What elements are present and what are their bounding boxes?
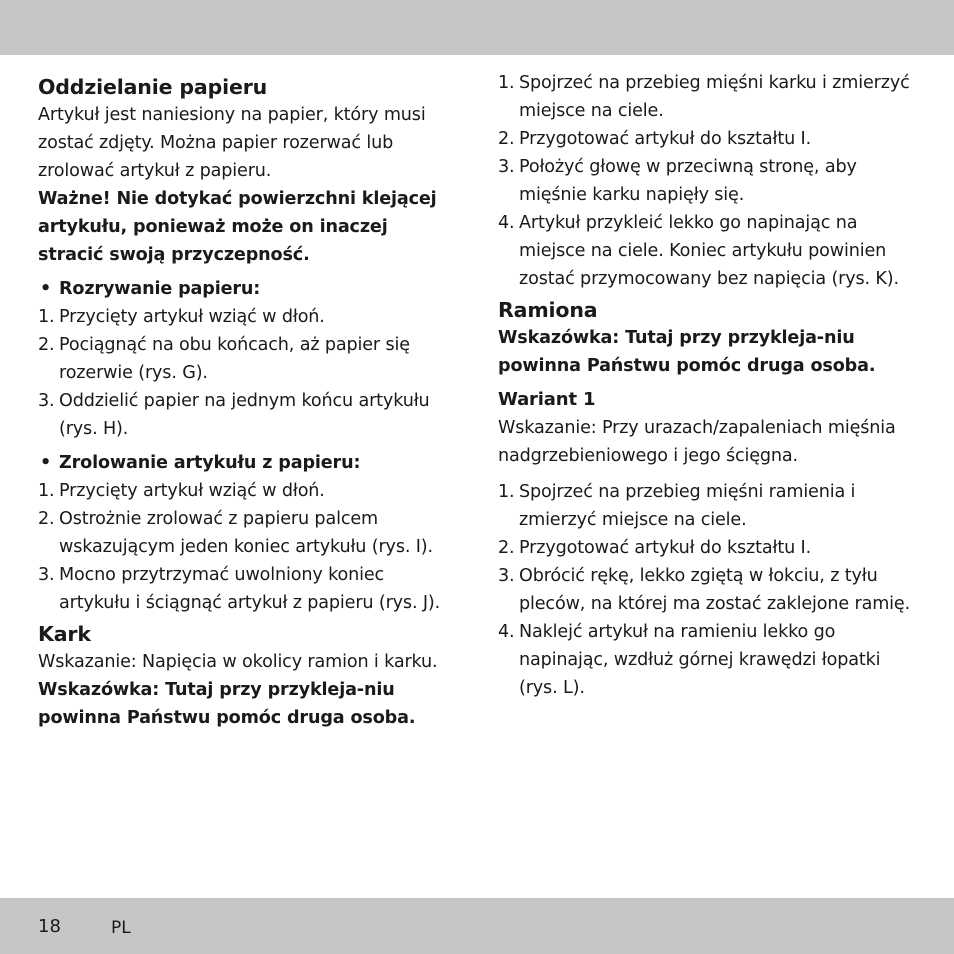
section-title-shoulders: Ramiona bbox=[498, 298, 598, 322]
left-column bbox=[38, 70, 458, 732]
neck-indication: Wskazanie: Napięcia w okolicy ramion i karku. bbox=[38, 652, 438, 672]
list-item: 3. Oddzielić papier na jednym końcu artykułu (rys. H). bbox=[38, 391, 430, 439]
list-item: 2. Pociągnąć na obu końcach, aż papier się rozerwie (rys. G). bbox=[38, 335, 410, 383]
language-code: PL bbox=[111, 918, 131, 938]
list-item: 2. Przygotować artykuł do kształtu I. bbox=[498, 538, 812, 558]
list-item: 2. Przygotować artykuł do kształtu I. bbox=[498, 129, 812, 149]
variant-indication: Wskazanie: Przy urazach/zapaleniach mięśnia nadgrzebieniowego i jego ścięgna. bbox=[498, 418, 896, 466]
bullet-label: Zrolowanie artykułu z papieru: bbox=[59, 453, 361, 473]
bullet-label: Rozrywanie papieru: bbox=[59, 279, 261, 299]
list-item: 1. Spojrzeć na przebieg mięśni karku i zmierzyć miejsce na ciele. bbox=[498, 73, 910, 121]
paper-intro-text: Artykuł jest naniesiony na papier, który musi zostać zdjęty. Można papier rozerwać lub zrolować artykuł z papieru. bbox=[38, 105, 426, 181]
list-item: 1. Przycięty artykuł wziąć w dłoń. bbox=[38, 307, 325, 327]
shoulder-steps-list bbox=[498, 478, 913, 702]
list-item: 4. Artykuł przykleić lekko go napinając na miejsce na ciele. Koniec artykułu powinien zostać przymocowany bez napięcia (rys. K). bbox=[498, 213, 899, 289]
section-title-paper-separation: Oddzielanie papieru bbox=[38, 75, 268, 99]
bullet-rolling-paper bbox=[38, 449, 458, 477]
bullet-icon: • bbox=[40, 279, 52, 299]
shoulders-hint: Wskazówka: Tutaj przy przykleja-niu powinna Państwu pomóc druga osoba. bbox=[498, 328, 876, 376]
header-bar bbox=[0, 0, 954, 55]
bullet-icon: • bbox=[40, 453, 52, 473]
bullet-tearing-paper bbox=[38, 275, 458, 303]
section-title-neck: Kark bbox=[38, 622, 91, 646]
right-column bbox=[498, 69, 913, 702]
footer-bar bbox=[0, 898, 954, 954]
list-item: 2. Ostrożnie zrolować z papieru palcem wskazującym jeden koniec artykułu (rys. I). bbox=[38, 509, 433, 557]
list-item: 3. Obrócić rękę, lekko zgiętą w łokciu, z tyłu pleców, na której ma zostać zaklejone ramię. bbox=[498, 566, 911, 614]
page-number: 18 bbox=[38, 916, 61, 937]
list-item: 1. Przycięty artykuł wziąć w dłoń. bbox=[38, 481, 325, 501]
list-item: 3. Położyć głowę w przeciwną stronę, aby mięśnie karku napięły się. bbox=[498, 157, 857, 205]
rolling-steps-list bbox=[38, 477, 458, 617]
tearing-steps-list bbox=[38, 303, 458, 443]
variant-title: Wariant 1 bbox=[498, 389, 596, 410]
neck-steps-list bbox=[498, 69, 913, 293]
list-item: 4. Naklejć artykuł na ramieniu lekko go napinając, wzdłuż górnej krawędzi łopatki (rys. L). bbox=[498, 622, 881, 698]
important-warning: Ważne! Nie dotykać powierzchni klejącej artykułu, ponieważ może on inaczej stracić swoją przyczepność. bbox=[38, 189, 437, 265]
list-item: 1. Spojrzeć na przebieg mięśni ramienia i zmierzyć miejsce na ciele. bbox=[498, 482, 856, 530]
neck-hint: Wskazówka: Tutaj przy przykleja-niu powinna Państwu pomóc druga osoba. bbox=[38, 680, 416, 728]
list-item: 3. Mocno przytrzymać uwolniony koniec artykułu i ściągnąć artykuł z papieru (rys. J). bbox=[38, 565, 441, 613]
